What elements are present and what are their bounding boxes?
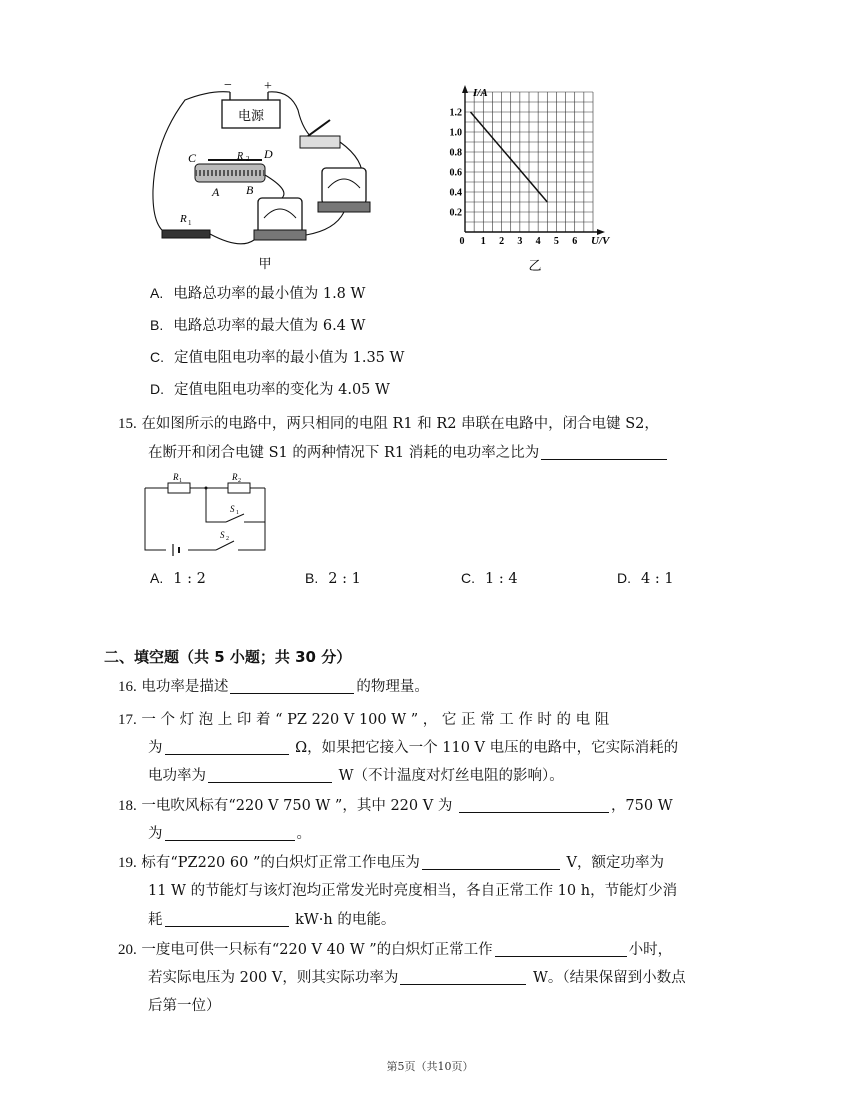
q17-answer-blank-1[interactable]	[165, 738, 289, 755]
svg-text:2: 2	[226, 536, 229, 542]
section2-title: 二、填空题（共 5 小题；共 30 分）	[104, 648, 352, 666]
q14-option-b[interactable]: B. 电路总功率的最大值为 6.4 W	[150, 317, 366, 334]
svg-text:2: 2	[238, 478, 241, 484]
q20-answer-blank-2[interactable]	[400, 968, 526, 985]
x-tick-label: 6	[572, 236, 578, 247]
y-tick-label: 0.6	[449, 167, 462, 179]
q15-r2	[228, 483, 250, 493]
svg-text:R: R	[237, 151, 244, 162]
x-tick-label: 4	[535, 236, 541, 247]
circuit-figure-jia	[150, 80, 380, 270]
iu-series-line	[470, 112, 547, 202]
y-tick-label: 0.8	[449, 147, 462, 159]
svg-text:S: S	[220, 530, 225, 540]
q20-line1: 20. 一度电可供一只标有“220 V 40 W ”的白炽灯正常工作 小时，	[118, 942, 673, 958]
q18-line1: 18. 一电吹风标有“220 V 750 W ”，其中 220 V 为 ，750 W	[118, 798, 673, 814]
svg-text:R: R	[180, 213, 187, 225]
x-tick-label: 2	[499, 236, 505, 247]
x-tick-label: 5	[553, 236, 559, 247]
svg-text:R: R	[173, 472, 179, 482]
y-tick-label: 1.2	[449, 107, 462, 119]
svg-text:1: 1	[179, 478, 182, 484]
q19-answer-blank-2[interactable]	[165, 910, 289, 927]
power-label: 电源	[237, 109, 265, 124]
q15-line2: 在断开和闭合电键 S1 的两种情况下 R1 消耗的电功率之比为	[148, 443, 669, 463]
q19-answer-blank-1[interactable]	[422, 853, 560, 870]
q17-line2: 为 Ω，如果把它接入一个 110 V 电压的电路中，它实际消耗的	[148, 740, 679, 756]
q18-line2: 为 。	[148, 826, 311, 842]
q15-answer-blank[interactable]	[541, 443, 667, 460]
svg-text:A: A	[212, 185, 220, 199]
q17-answer-blank-2[interactable]	[208, 766, 332, 783]
x-axis-label: U/V	[591, 235, 610, 247]
svg-text:2: 2	[246, 155, 250, 163]
svg-text:−: −	[224, 80, 232, 93]
svg-text:1: 1	[188, 219, 192, 227]
x-tick-label: 1	[480, 236, 486, 247]
q19-line2: 11 W 的节能灯与该灯泡均正常发光时亮度相当，各自正常工作 10 h，节能灯少消	[148, 883, 678, 899]
page-footer: 第5页（共10页）	[386, 1060, 474, 1073]
switch	[300, 136, 340, 148]
q16: 16. 电功率是描述 的物理量。	[118, 679, 429, 695]
q17-line3: 电功率为 W（不计温度对灯丝电阻的影响）。	[148, 768, 564, 784]
q19-line3: 耗 kW·h 的电能。	[148, 912, 396, 928]
svg-text:D: D	[264, 147, 273, 161]
q19-line1: 19. 标有“PZ220 60 ”的白炽灯正常工作电压为 V，额定功率为	[118, 855, 664, 871]
q14-option-a[interactable]: A. 电路总功率的最小值为 1.8 W	[150, 285, 366, 302]
svg-text:+: +	[264, 80, 272, 94]
q14-option-d[interactable]: D. 定值电阻电功率的变化为 4.05 W	[150, 381, 390, 398]
y-tick-label: 0.4	[449, 187, 462, 199]
q15-r1	[168, 483, 190, 493]
q18-answer-blank-1[interactable]	[459, 796, 609, 813]
y-axis-label: I/A	[473, 87, 488, 99]
svg-text:B: B	[246, 183, 254, 197]
y-tick-label: 0.2	[449, 207, 462, 219]
q15-option-c[interactable]: C. 1 : 4	[461, 570, 518, 587]
x-tick-label: 3	[517, 236, 523, 247]
ammeter	[258, 198, 302, 234]
q20-answer-blank-1[interactable]	[495, 940, 627, 957]
q15-line1: 15. 在如图所示的电路中，两只相同的电阻 R1 和 R2 串联在电路中，闭合电键 S2，	[118, 416, 659, 432]
svg-text:C: C	[188, 151, 197, 165]
y-tick-label: 1.0	[449, 127, 462, 139]
svg-text:R: R	[232, 472, 238, 482]
q15-option-b[interactable]: B. 2 : 1	[305, 570, 361, 587]
q15-circuit-figure	[140, 470, 270, 558]
q17-line1: 17. 一 个 灯 泡 上 印 着 “ PZ 220 V 100 W ” ， 它 正 常 工 作 时 的 电 阻	[118, 712, 610, 728]
q18-answer-blank-2[interactable]	[165, 824, 295, 841]
figure-label-yi: 乙	[528, 259, 542, 272]
origin-label: 0	[459, 236, 465, 247]
voltmeter	[322, 168, 366, 204]
rheostat	[195, 164, 265, 182]
q16-answer-blank[interactable]	[230, 677, 354, 694]
svg-text:1: 1	[236, 510, 239, 516]
q15-option-d[interactable]: D. 4 : 1	[617, 570, 674, 587]
q14-option-c[interactable]: C. 定值电阻电功率的最小值为 1.35 W	[150, 349, 405, 366]
q20-line3: 后第一位）	[148, 998, 221, 1014]
iu-graph-yi	[445, 82, 625, 272]
q20-line2: 若实际电压为 200 V，则其实际功率为 W。（结果保留到小数点	[148, 970, 686, 986]
svg-text:S: S	[230, 504, 235, 514]
q15-option-a[interactable]: A. 1 : 2	[150, 570, 206, 587]
resistor-r1	[162, 230, 210, 238]
figure-label-jia: 甲	[258, 257, 272, 270]
